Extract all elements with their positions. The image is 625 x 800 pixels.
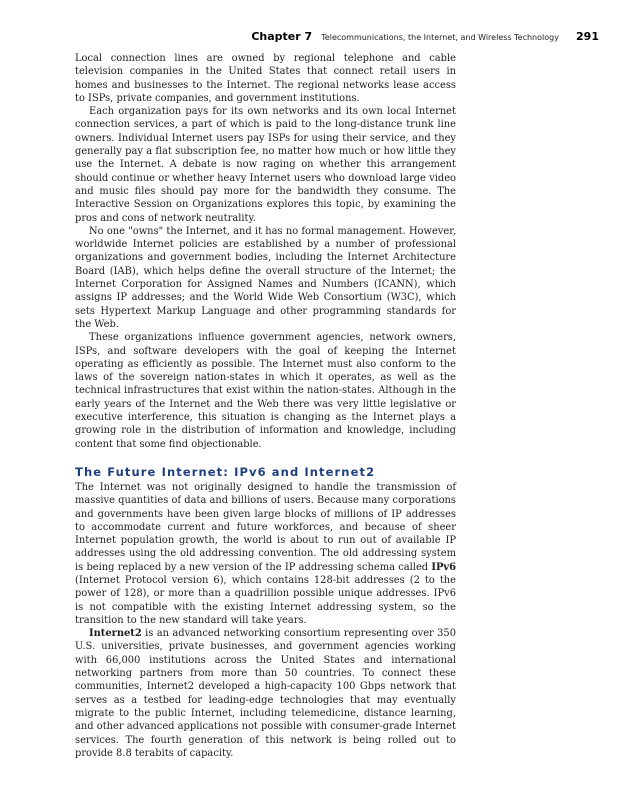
key-term: IPv6 [431,561,456,573]
paragraph-text: is an advanced networking consortium representing over 350 U.S. universities, private businesses, and government agencies working with 66,000 institutions across the United States and international networking partners from more than 50 countries. To connect these communities, Internet2 developed a high-capacity 100 Gbps network that serves as a testbed for leading-edge technologies that may eventually migrate to the public Internet, including telemedicine, distance learning, and other advanced applications not possible with consumer-grade Internet services. The fourth generation of this network is being rolled out to provide 8.8 terabits of capacity. [75,628,456,759]
paragraph: No one "owns" the Internet, and it has no formal management. However, worldwide Internet policies are established by a number of professional organizations and government bodies, including the Internet Architecture Board (IAB), which helps define the overall structure of the Internet; the Internet Corporation for Assigned Names and Numbers (ICANN), which assigns IP addresses; and the World Wide Web Consortium (W3C), which sets Hypertext Markup Language and other programming standards for the Web. [75,225,456,330]
running-head-title: Telecommunications, the Internet, and Wireless Technology [321,33,559,42]
page-number: 291 [576,30,599,43]
paragraph-text: The Internet was not originally designed to handle the transmission of massive quantities of data and billions of users. Because many corporations and governments have been given large blocks of millions of IP addresses to accommodate current and future workforces, and because of sheer Internet population growth, the world is about to run out of available IP addresses using the old addressing convention. The old addressing system is being replaced by a new version of the IP addressing schema called [75,481,456,573]
paragraph: Each organization pays for its own networks and its own local Internet connection services, a part of which is paid to the long-distance trunk line owners. Individual Internet users pay ISPs for using their service, and they generally pay a flat subscription fee, no matter how much or how little they use the Internet. A debate is now raging on whether this arrangement should continue or whether heavy Internet users who download large video and music files should pay more for the bandwidth they consume. The Interactive Session on Organizations explores this topic, by examining the pros and cons of network neutrality. [75,106,456,224]
running-head [251,25,599,44]
paragraph: These organizations influence government agencies, network owners, ISPs, and software developers with the goal of keeping the Internet operating as efficiently as possible. The Internet must also conform to the laws of the sovereign nation-states in which it operates, as well as the technical infrastructures that exist within the nation-states. Although in the early years of the Internet and the Web there was very little legislative or executive interference, this situation is changing as the Internet plays a growing role in the distribution of information and knowledge, including content that some find objectionable. [75,332,456,450]
body-text [75,52,456,760]
paragraph [75,627,456,760]
paragraph [75,481,456,627]
chapter-label: Chapter 7 [251,30,313,43]
key-term: Internet2 [89,628,142,640]
paragraph-text: (Internet Protocol version 6), which contains 128-bit addresses (2 to the power of 128), or more than a quadrillion possible unique addresses. IPv6 is not compatible with the existing Internet addressing system, so the transition to the new standard will take years. [75,574,456,626]
paragraph: Local connection lines are owned by regional telephone and cable television companies in the United States that connect retail users in homes and businesses to the Internet. The regional networks lease access to ISPs, private companies, and government institutions. [75,53,456,104]
section-heading: The Future Internet: IPv6 and Internet2 [75,464,376,479]
